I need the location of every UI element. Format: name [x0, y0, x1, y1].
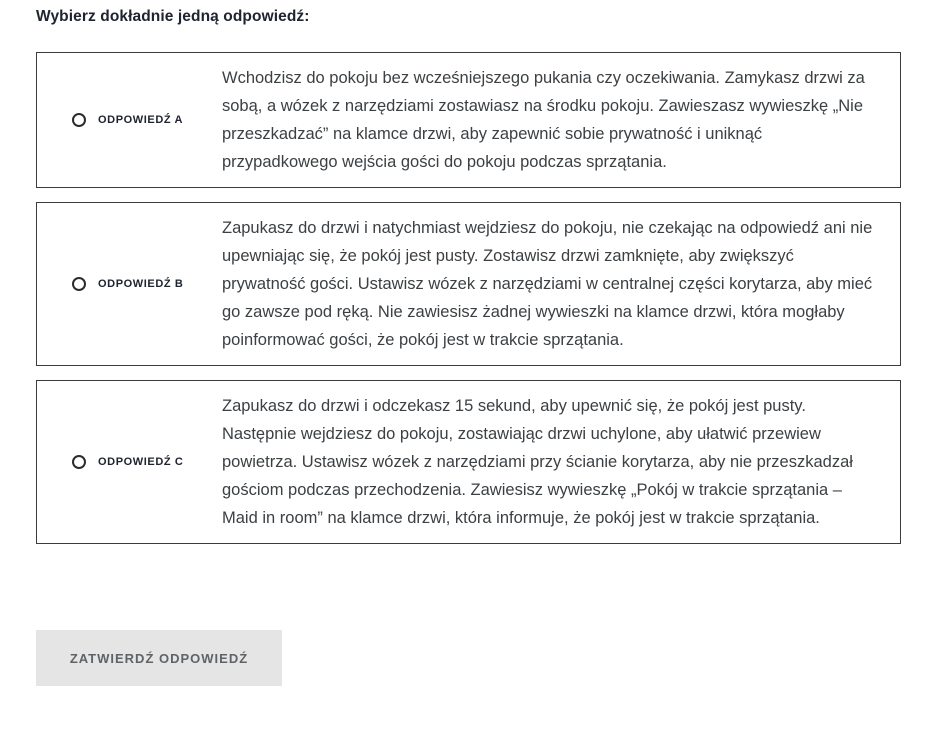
answer-options-list	[36, 52, 901, 544]
answer-option-b-label: ODPOWIEDŹ B	[98, 278, 184, 290]
submit-answer-button[interactable]: ZATWIERDŹ ODPOWIEDŹ	[36, 630, 282, 686]
question-instruction: Wybierz dokładnie jedną odpowiedź:	[36, 8, 310, 25]
answer-option-b-selector[interactable]	[37, 203, 222, 365]
answer-option-c[interactable]	[36, 380, 901, 544]
answer-option-a[interactable]	[36, 52, 901, 188]
answer-option-c-text: Zapukasz do drzwi i odczekasz 15 sekund, aby upewnić się, że pokój jest pusty. Następnie wejdziesz do pokoju, zostawiając drzwi uchylone, aby ułatwić przewiew powietrza. Ustawisz wózek z narzędziami przy ścianie korytarza, aby nie przeszkadzał gościom podczas przechodzenia. Zawiesisz wywieszkę „Pokój w trakcie sprzątania – Maid in room” na klamce drzwi, która informuje, że pokój jest w trakcie sprzątania.	[222, 397, 853, 527]
radio-button-b[interactable]	[72, 277, 86, 291]
answer-option-a-text: Wchodzisz do pokoju bez wcześniejszego pukania czy oczekiwania. Zamykasz drzwi za sobą, a wózek z narzędziami zostawiasz na środku pokoju. Zawieszasz wywieszkę „Nie przeszkadzać” na klamce drzwi, aby zapewnić sobie prywatność i uniknąć przypadkowego wejścia gości do pokoju podczas sprzątania.	[222, 69, 865, 171]
radio-button-c[interactable]	[72, 455, 86, 469]
answer-option-c-selector[interactable]	[37, 381, 222, 543]
answer-option-c-label: ODPOWIEDŹ C	[98, 456, 184, 468]
radio-button-a[interactable]	[72, 113, 86, 127]
answer-option-b[interactable]	[36, 202, 901, 366]
answer-option-b-text: Zapukasz do drzwi i natychmiast wejdziesz do pokoju, nie czekając na odpowiedź ani nie upewniając się, że pokój jest pusty. Zostawisz drzwi zamknięte, aby zwiększyć prywatność gości. Ustawisz wózek z narzędziami w centralnej części korytarza, aby mieć go zawsze pod ręką. Nie zawiesisz żadnej wywieszki na klamce drzwi, która mogłaby poinformować gości, że pokój jest w trakcie sprzątania.	[222, 219, 873, 349]
answer-option-a-label: ODPOWIEDŹ A	[98, 114, 184, 126]
answer-option-a-selector[interactable]	[37, 53, 222, 187]
